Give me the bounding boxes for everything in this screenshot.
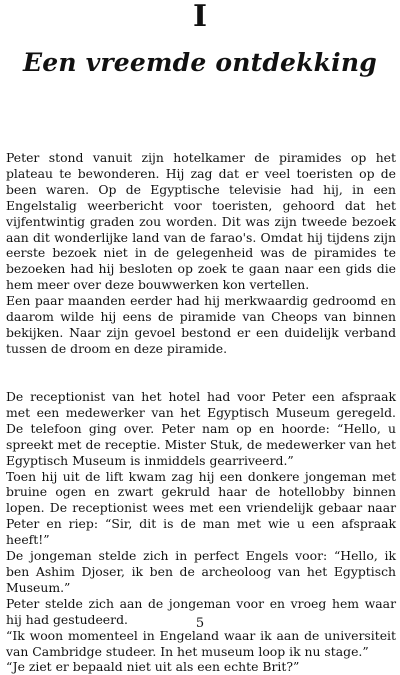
paragraph: “Ik woon momenteel in Engeland waar ik aan de universiteit van Cambridge studeer. In het museum loop ik nu stage.” [6, 627, 396, 659]
chapter-title: Een vreemde ontdekking [23, 48, 377, 77]
chapter-number: I [192, 0, 208, 34]
text-block-opening [6, 150, 396, 357]
paragraph: Peter stelde zich aan de jongeman voor en vroeg hem waar hij had gestudeerd. [6, 595, 396, 627]
page-number: 5 [195, 616, 205, 631]
paragraph: Een paar maanden eerder had hij merkwaardig gedroomd en daarom wilde hij eens de piramide van Cheops van binnen bekijken. Naar zijn gevoel bestond er een duidelijk verband tussen de droom en deze piramide. [6, 293, 396, 356]
paragraph: Toen hij uit de lift kwam zag hij een donkere jongeman met bruine ogen en zwart gekruld haar de hotellobby binnen lopen. De receptionist wees met een vriendelijk gebaar naar Peter en riep: “Sir, dit is de man met wie u een afspraak heeft!” [6, 468, 396, 548]
paragraph: Peter stond vanuit zijn hotelkamer de piramides op het plateau te bewonderen. Hij zag dat er veel toeristen op de been waren. Op de Egyptische televisie had hij, in een Engelstalig weerbericht voor toeristen, gehoord dat het vijfentwintig graden zou worden. Dit was zijn tweede bezoek aan dit wonderlijke land van de farao's. Omdat hij tijdens zijn eerste bezoek niet in de gelegenheid was de piramides te bezoeken had hij besloten op zoek te gaan naar een gids die hem meer over deze bouwwerken kon vertellen. [6, 150, 396, 293]
paragraph: De receptionist van het hotel had voor Peter een afspraak met een medewerker van het Egyptisch Museum geregeld. De telefoon ging over. Peter nam op en hoorde: “Hello, u spreekt met de receptie. Mister Stuk, de medewerker van het Egyptisch Museum is inmiddels gearriveerd.” [6, 389, 396, 468]
paragraph: “Je ziet er bepaald niet uit als een echte Brit?” [6, 659, 300, 675]
paragraph: De jongeman stelde zich in perfect Engels voor: “Hello, ik ben Ashim Djoser, ik ben de archeoloog van het Egyptisch Museum.” [6, 548, 396, 595]
text-block-dialogue [6, 389, 396, 675]
